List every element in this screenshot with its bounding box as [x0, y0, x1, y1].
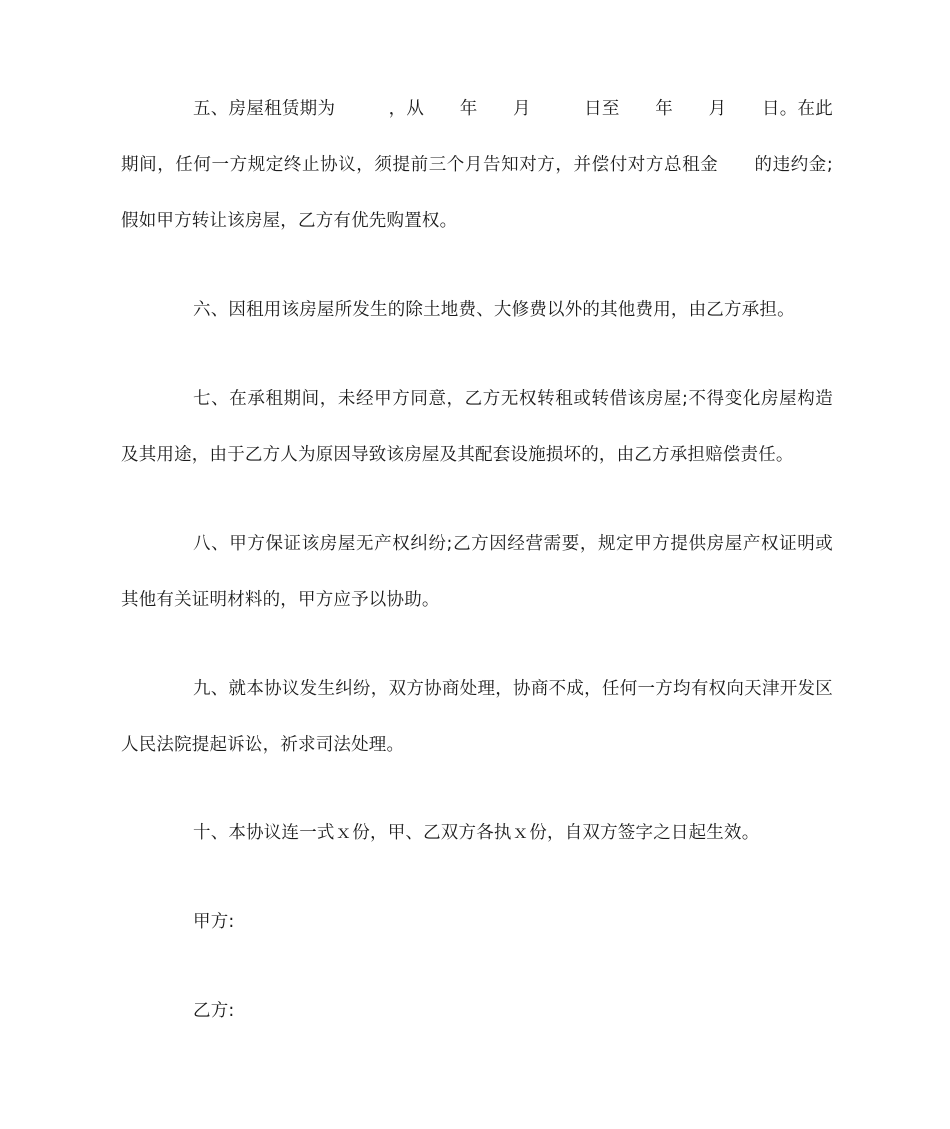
clause-6-expenses: 六、因租用该房屋所发生的除土地费、大修费以外的其他费用，由乙方承担。: [193, 300, 795, 320]
clause-5-lease-term: 五、房屋租赁期为 ，从 年 月 日至 年 月 日。在此期间，任何一方规定终止协议，须提前三个月告知对方，并偿付对方总租金 的违约金;假如甲方转让该房屋，乙方有优先购置权。: [121, 99, 833, 231]
clause-8-ownership: 八、甲方保证该房屋无产权纠纷;乙方因经营需要，规定甲方提供房屋产权证明或其他有关证明材料的，甲方应予以协助。: [121, 534, 833, 610]
clause-7-sublease: 七、在承租期间，未经甲方同意，乙方无权转租或转借该房屋;不得变化房屋构造及其用途，由于乙方人为原因导致该房屋及其配套设施损坏的，由乙方承担赔偿责任。: [121, 389, 833, 465]
signature-party-a: 甲方:: [193, 912, 235, 932]
signature-party-b: 乙方:: [193, 1001, 235, 1021]
clause-10-copies: 十、本协议连一式ｘ份，甲、乙双方各执ｘ份，自双方签字之日起生效。: [193, 823, 760, 843]
clause-9-disputes: 九、就本协议发生纠纷，双方协商处理，协商不成，任何一方均有权向天津开发区人民法院提起诉讼，祈求司法处理。: [121, 679, 833, 755]
